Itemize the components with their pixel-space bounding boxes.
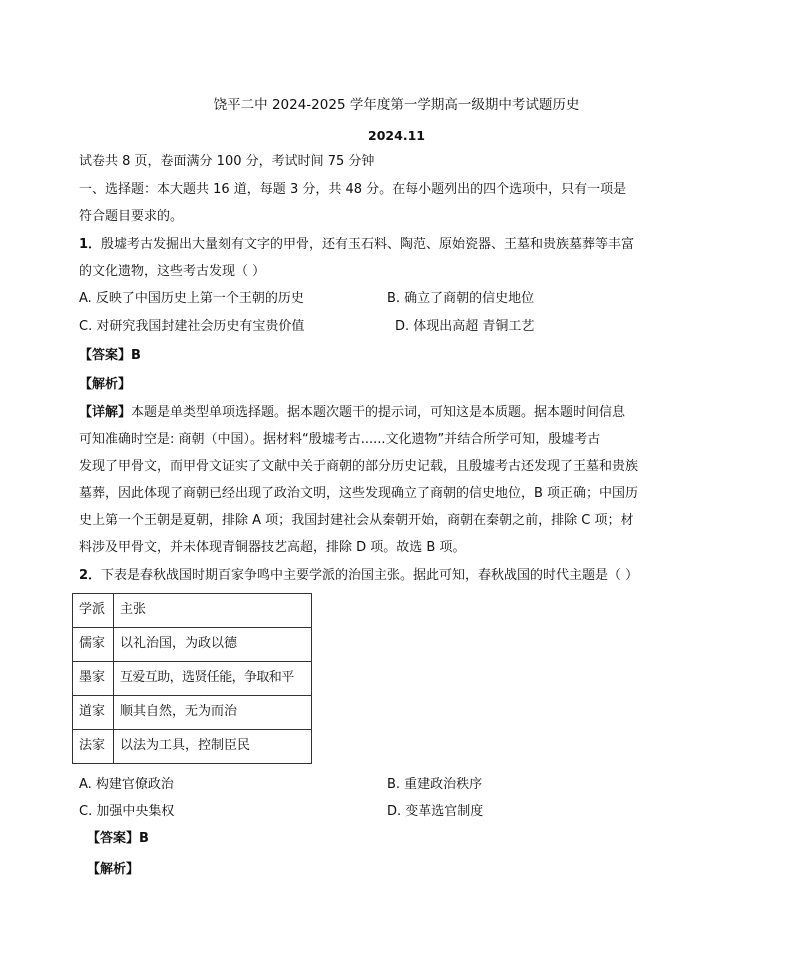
question-2-option-b: B. 重建政治秩序 xyxy=(387,777,483,792)
table-cell-proposal: 互爱互助，选贤任能，争取和平 xyxy=(114,662,312,696)
question-1-number: 1． xyxy=(79,237,102,252)
table-header-proposal: 主张 xyxy=(114,594,312,628)
question-2-stem-text: 下表是春秋战国时期百家争鸣中主要学派的治国主张。据此可知，春秋战国的时代主题是（ ） xyxy=(101,568,639,583)
question-2-stem xyxy=(79,567,638,585)
section-instructions-line1: 一、选择题：本大题共 16 道，每题 3 分，共 48 分。在每小题列出的四个选项中，只有一项是 xyxy=(79,182,627,197)
table-cell-proposal: 顺其自然，无为而治 xyxy=(114,696,312,730)
table-row xyxy=(73,594,312,628)
section-instructions-line2: 符合题目要求的。 xyxy=(79,209,184,224)
question-1-answer xyxy=(79,347,141,365)
question-2-number: 2． xyxy=(79,568,102,583)
question-1-detail-line5: 史上第一个王朝是夏朝，排除 A 项；我国封建社会从秦朝开始，商朝在秦朝之前，排除 C 项；材 xyxy=(79,513,634,528)
question-2-option-d: D. 变革选官制度 xyxy=(387,804,484,819)
question-1-detail-line2: 可知准确时空是: 商朝（中国）。据材料“殷墟考古......文化遗物”并结合所学可知，殷墟考古 xyxy=(79,432,601,447)
question-1-detail-line1 xyxy=(79,404,625,422)
question-1-detail-line3: 发现了甲骨文，而甲骨文证实了文献中关于商朝的部分历史记载，且殷墟考古还发现了王墓和贵族 xyxy=(79,459,639,474)
question-1-option-a: A. 反映了中国历史上第一个王朝的历史 xyxy=(79,291,304,306)
question-1-detail-line6: 料涉及甲骨文，并未体现青铜器技艺高超，排除 D 项。故选 B 项。 xyxy=(79,540,466,555)
table-row xyxy=(73,662,312,696)
table-row xyxy=(73,628,312,662)
table-cell-proposal: 以法为工具，控制臣民 xyxy=(114,730,312,764)
table-cell-school: 法家 xyxy=(73,730,114,764)
detail-text: 本题是单类型单项选择题。据本题次题干的提示词，可知这是本质题。据本题时间信息 xyxy=(131,405,626,420)
table-cell-school: 儒家 xyxy=(73,628,114,662)
answer-label: 【答案】 xyxy=(87,831,140,846)
question-1-option-b: B. 确立了商朝的信史地位 xyxy=(387,291,535,306)
table-cell-proposal: 以礼治国，为政以德 xyxy=(114,628,312,662)
question-2-analysis-label: 【解析】 xyxy=(87,862,140,877)
schools-table xyxy=(72,593,312,764)
exam-date: 2024.11 xyxy=(368,128,425,143)
question-1-analysis-label: 【解析】 xyxy=(79,377,132,392)
table-header-school: 学派 xyxy=(73,594,114,628)
question-2-answer xyxy=(87,830,149,848)
table-cell-school: 道家 xyxy=(73,696,114,730)
exam-title: 饶平二中 2024-2025 学年度第一学期高一级期中考试题历史 xyxy=(213,97,580,113)
question-2-option-c: C. 加强中央集权 xyxy=(79,804,175,819)
detail-label: 【详解】 xyxy=(79,405,132,420)
table-row xyxy=(73,730,312,764)
table-row xyxy=(73,696,312,730)
question-1-stem-text: 殷墟考古发掘出大量刻有文字的甲骨，还有玉石料、陶范、原始瓷器、王墓和贵族墓葬等丰富 xyxy=(101,237,635,252)
question-1-detail-line4: 墓葬，因此体现了商朝已经出现了政治文明，这些发现确立了商朝的信史地位，B 项正确；中国历 xyxy=(79,486,639,501)
question-1-stem-line2: 的文化遗物，这些考古发现（ ） xyxy=(79,264,266,279)
question-1-option-c: C. 对研究我国封建社会历史有宝贵价值 xyxy=(79,319,305,334)
table-cell-school: 墨家 xyxy=(73,662,114,696)
answer-label: 【答案】 xyxy=(79,348,132,363)
question-1-option-d: D. 体现出高超 青铜工艺 xyxy=(395,319,535,334)
question-1-stem-line1 xyxy=(79,236,634,254)
question-2-option-a: A. 构建官僚政治 xyxy=(79,777,174,792)
answer-value: B xyxy=(139,831,149,846)
exam-info: 试卷共 8 页，卷面满分 100 分，考试时间 75 分钟 xyxy=(79,154,375,169)
answer-value: B xyxy=(131,348,141,363)
